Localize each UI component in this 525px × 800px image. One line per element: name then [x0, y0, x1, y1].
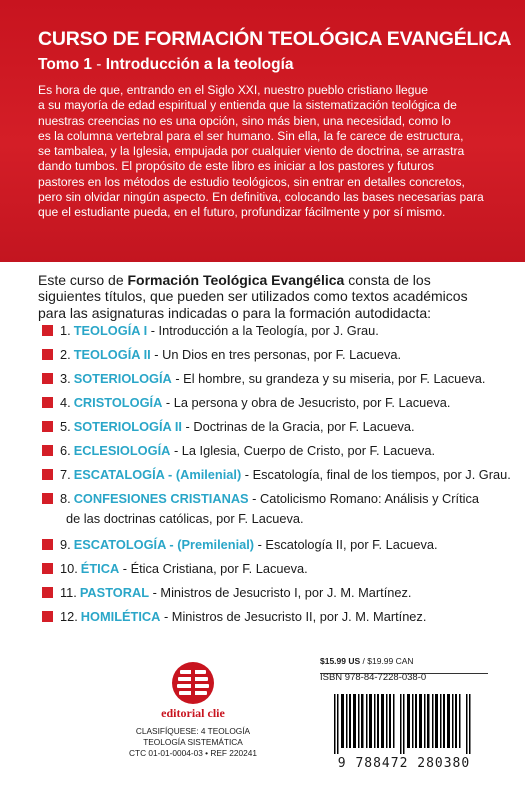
course-number: 11. — [60, 585, 77, 600]
course-item — [42, 466, 511, 484]
barcode — [320, 690, 488, 776]
course-number: 7. — [60, 467, 71, 482]
intro-line: pero sin olvidar ningún aspecto. En definitiva, colocando las bases necesarias para — [38, 190, 484, 205]
course-number: 1. — [60, 323, 71, 338]
bullet-square-icon — [42, 445, 53, 456]
bullet-square-icon — [42, 539, 53, 550]
course-item — [42, 394, 450, 412]
intro-line: que el estudiante pueda, en el futuro, profundizar fácilmente y por sí mismo. — [38, 205, 446, 220]
course-subject: PASTORAL — [79, 585, 150, 600]
intro-line: es la columna vertebral para el ser humano. Sin ella, la fe carece de estructura, — [38, 128, 464, 143]
course-subject: CONFESIONES CRISTIANAS — [73, 491, 249, 506]
course-number: 6. — [60, 443, 71, 458]
course-description: - Escatología, final de los tiempos, por J. Grau. — [241, 467, 511, 482]
course-intro-paragraph — [38, 272, 498, 321]
course-subject: SOTERIOLOGÍA — [73, 371, 172, 386]
publisher-name: editorial clie — [161, 706, 225, 720]
intro-line: Es hora de que, entrando en el Siglo XXI, nuestro pueblo cristiano llegue — [38, 83, 428, 97]
lead-line: siguientes títulos, que pueden ser utilizados como textos académicos — [38, 288, 468, 305]
volume-number: Tomo 1 — [38, 56, 92, 73]
volume-subtitle — [38, 56, 294, 74]
price-can: / $19.99 CAN — [360, 656, 414, 666]
price-us: $15.99 US — [320, 656, 361, 666]
intro-line: se tambalea, y la Iglesia, empujada por cualquier viento de doctrina, se arrastra — [38, 144, 465, 159]
lead-line — [38, 272, 498, 288]
course-item — [42, 370, 485, 388]
course-item — [42, 536, 438, 554]
intro-paragraph — [38, 83, 498, 221]
bullet-square-icon — [42, 397, 53, 408]
course-item-continuation: de las doctrinas católicas, por F. Lacueva. — [66, 511, 304, 526]
lead-bold-series-name: Formación Teológica Evangélica — [127, 272, 345, 288]
course-item — [42, 442, 435, 460]
course-subject: TEOLOGÍA I — [73, 323, 148, 338]
course-subject: SOTERIOLOGÍA II — [73, 419, 182, 434]
course-description: - Escatología II, por F. Lacueva. — [254, 537, 438, 552]
course-subject: CRISTOLOGÍA — [73, 395, 163, 410]
barcode-bars-icon — [334, 694, 474, 754]
bullet-square-icon — [42, 421, 53, 432]
course-item — [42, 560, 308, 578]
course-subject: ÉTICA — [80, 561, 120, 576]
course-subject: ESCATOLOGÍA - (Premilenial) — [73, 537, 255, 552]
isbn-label: ISBN 978-84-7228-038-0 — [320, 672, 427, 683]
intro-line: a su mayoría de edad espiritual y entienda que la sistematización teológica de — [38, 98, 457, 113]
back-cover-header-band — [0, 0, 525, 262]
classify-line: CLASIFÍQUESE: 4 TEOLOGÍA — [135, 726, 251, 736]
course-description: - Un Dios en tres personas, por F. Lacueva. — [150, 347, 402, 362]
course-number: 5. — [60, 419, 71, 434]
course-subject: ESCATALOGÍA - (Amilenial) — [73, 467, 242, 482]
bullet-square-icon — [42, 587, 53, 598]
publisher-logo — [148, 660, 238, 720]
course-description: - El hombre, su grandeza y su miseria, por F. Lacueva. — [171, 371, 486, 386]
course-description: - Ministros de Jesucristo I, por J. M. Martínez. — [149, 585, 412, 600]
course-description: - La persona y obra de Jesucristo, por F. Lacueva. — [162, 395, 451, 410]
bullet-square-icon — [42, 611, 53, 622]
course-description: - La Iglesia, Cuerpo de Cristo, por F. Lacueva. — [170, 443, 435, 458]
course-item — [42, 322, 379, 340]
bullet-square-icon — [42, 469, 53, 480]
course-description: - Ética Cristiana, por F. Lacueva. — [119, 561, 308, 576]
course-item — [42, 346, 401, 364]
course-number: 10. — [60, 561, 78, 576]
course-number: 8. — [60, 491, 71, 506]
price-label — [320, 656, 414, 666]
lead-text: Este curso de — [38, 272, 128, 288]
bullet-square-icon — [42, 373, 53, 384]
course-description: - Ministros de Jesucristo II, por J. M. Martínez. — [160, 609, 427, 624]
classification-box — [118, 726, 268, 759]
course-number: 9. — [60, 537, 71, 552]
course-item — [42, 418, 415, 436]
course-item — [42, 608, 426, 626]
course-description: - Doctrinas de la Gracia, por F. Lacueva. — [182, 419, 415, 434]
classify-line: CTC 01-01-0004-03 • REF 220241 — [129, 748, 257, 758]
course-item — [42, 490, 479, 508]
lead-text: consta de los — [344, 272, 431, 288]
course-number: 4. — [60, 395, 71, 410]
volume-title: Introducción a la teología — [105, 56, 294, 73]
bullet-square-icon — [42, 493, 53, 504]
course-number: 2. — [60, 347, 71, 362]
course-number: 12. — [60, 609, 78, 624]
volume-separator: - — [91, 56, 106, 73]
lead-line: para las asignaturas indicadas o para la formación autodidacta: — [38, 304, 432, 321]
course-subject: ECLESIOLOGÍA — [73, 443, 171, 458]
bullet-square-icon — [42, 563, 53, 574]
clie-emblem-icon — [148, 660, 238, 706]
intro-line: dando tumbos. El propósito de este libro es iniciar a los pastores y futuros — [38, 159, 434, 174]
series-title: CURSO DE FORMACIÓN TEOLÓGICA EVANGÉLICA — [38, 28, 512, 50]
bullet-square-icon — [42, 325, 53, 336]
classify-line: TEOLOGÍA SISTEMÁTICA — [143, 737, 243, 747]
bullet-square-icon — [42, 349, 53, 360]
course-number: 3. — [60, 371, 71, 386]
course-subject: TEOLOGÍA II — [73, 347, 151, 362]
course-subject: HOMILÉTICA — [80, 609, 161, 624]
course-item — [42, 584, 411, 602]
course-description: - Introducción a la Teología, por J. Grau. — [147, 323, 379, 338]
barcode-number: 9 788472 280380 — [337, 756, 471, 771]
intro-line: pastores en los métodos de estudio teológicos, sin entrar en detalles concretos, — [38, 174, 465, 189]
intro-line: nuestras creencias no es una opción, sino más bien, una necesidad, como lo — [38, 113, 451, 128]
course-description: - Catolicismo Romano: Análisis y Crítica — [248, 491, 480, 506]
